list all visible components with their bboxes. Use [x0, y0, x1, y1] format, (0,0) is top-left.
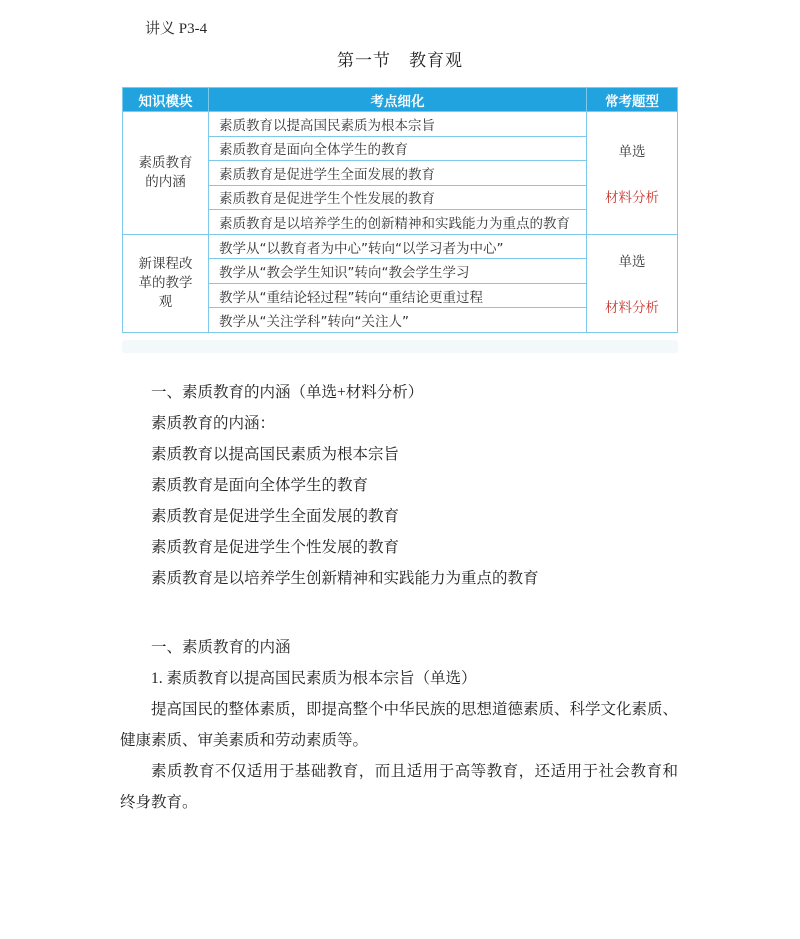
table-row — [123, 234, 678, 259]
types-cell — [587, 112, 678, 235]
point-cell: 素质教育以提高国民素质为根本宗旨 — [209, 112, 587, 137]
col-header-points: 考点细化 — [209, 88, 587, 112]
summary-line: 素质教育是促进学生个性发展的教育 — [151, 539, 400, 556]
detail-line: 素质教育不仅适用于基础教育，而且适用于高等教育，还适用于社会教育和 — [151, 763, 678, 780]
detail-line: 健康素质、审美素质和劳动素质等。 — [120, 732, 369, 749]
table-header-row — [123, 88, 678, 112]
summary-line: 素质教育是面向全体学生的教育 — [151, 477, 369, 494]
types-cell — [587, 234, 678, 332]
point-cell: 教学从“教会学生知识”转向“教会学生学习 — [209, 259, 587, 284]
point-cell: 教学从“关注学科”转向“关注人” — [209, 308, 587, 333]
table-shadow-band — [122, 340, 678, 353]
table-row — [123, 112, 678, 137]
summary-line: 素质教育是以培养学生创新精神和实践能力为重点的教育 — [151, 570, 539, 587]
point-cell: 教学从“以教育者为中心”转向“以学习者为中心” — [209, 234, 587, 259]
type-primary: 单选 — [618, 143, 646, 160]
summary-block — [120, 377, 678, 594]
detail-line: 1. 素质教育以提高国民素质为根本宗旨（单选） — [151, 670, 477, 687]
col-header-module: 知识模块 — [123, 88, 209, 112]
summary-line: 素质教育的内涵： — [151, 415, 276, 432]
detail-line: 终身教育。 — [120, 794, 198, 811]
summary-line: 素质教育是促进学生全面发展的教育 — [151, 508, 400, 525]
detail-line: 提高国民的整体素质，即提高整个中华民族的思想道德素质、科学文化素质、 — [151, 701, 678, 718]
detail-line: 一、素质教育的内涵 — [151, 639, 291, 656]
point-cell: 素质教育是面向全体学生的教育 — [209, 136, 587, 161]
summary-line: 一、素质教育的内涵（单选+材料分析） — [151, 384, 424, 401]
point-cell: 素质教育是促进学生全面发展的教育 — [209, 161, 587, 186]
type-secondary: 材料分析 — [605, 189, 659, 206]
point-cell: 素质教育是以培养学生的创新精神和实践能力为重点的教育 — [209, 210, 587, 235]
page-title: 第一节 教育观 — [337, 51, 463, 70]
col-header-types: 常考题型 — [587, 88, 678, 112]
type-secondary: 材料分析 — [605, 300, 659, 317]
module-cell: 素质教育的内涵 — [123, 112, 209, 235]
knowledge-table — [122, 87, 678, 333]
type-primary: 单选 — [618, 254, 646, 271]
doc-note: 讲义 P3-4 — [145, 21, 208, 37]
module-cell: 新课程改革的教学观 — [123, 234, 209, 332]
detail-block — [120, 632, 678, 818]
summary-line: 素质教育以提高国民素质为根本宗旨 — [151, 446, 400, 463]
point-cell: 素质教育是促进学生个性发展的教育 — [209, 185, 587, 210]
point-cell: 教学从“重结论轻过程”转向“重结论更重过程 — [209, 283, 587, 308]
